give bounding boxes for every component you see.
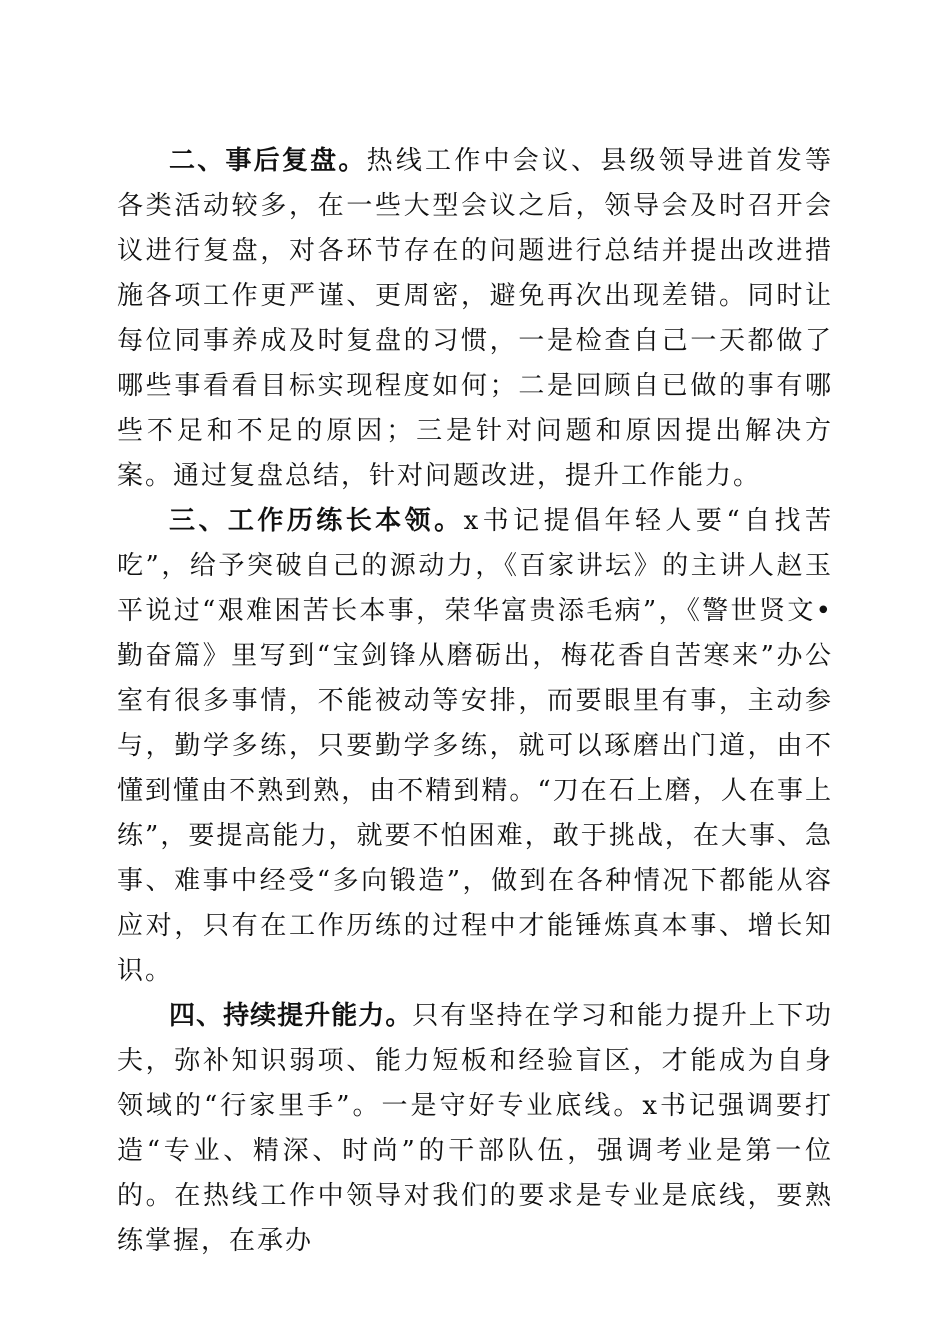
paragraph-practice (117, 499, 833, 994)
document-body (117, 139, 833, 1264)
paragraph-review (117, 139, 833, 499)
paragraph-text: x书记提倡年轻人要“自找苦吃”，给予突破自己的源动力，《百家讲坛》的主讲人赵玉平说过“艰难困苦长本事，荣华富贵添毛病”，《警世贤文•勤奋篇》里写到“宝剑锋从磨砺出，梅花香自苦寒来”办公室有很多事情，不能被动等安排，而要眼里有事，主动参与，勤学多练，只要勤学多练，就可以琢磨出门道，由不懂到懂由不熟到熟，由不精到精。“刀在石上磨，人在事上练”，要提高能力，就要不怕困难，敢于挑战，在大事、急事、难事中经受“多向锻造”，做到在各种情况下都能从容应对，只有在工作历练的过程中才能锤炼真本事、增长知识。 (117, 506, 833, 986)
paragraph-heading: 二、事后复盘。 (169, 146, 367, 176)
paragraph-heading: 三、工作历练长本领。 (169, 506, 464, 536)
paragraph-text: 热线工作中会议、县级领导进首发等各类活动较多，在一些大型会议之后，领导会及时召开会议进行复盘，对各环节存在的问题进行总结并提出改进措施各项工作更严谨、更周密，避免再次出现差错。同时让每位同事养成及时复盘的习惯，一是检查自己一天都做了哪些事看看目标实现程度如何；二是回顾自已做的事有哪些不足和不足的原因；三是针对问题和原因提出解决方案。通过复盘总结，针对问题改进，提升工作能力。 (117, 146, 833, 491)
paragraph-improve (117, 994, 833, 1264)
paragraph-text: 只有坚持在学习和能力提升上下功夫，弥补知识弱项、能力短板和经验盲区，才能成为自身领域的“行家里手”。一是守好专业底线。x书记强调要打造“专业、精深、时尚”的干部队伍，强调考业是第一位的。在热线工作中领导对我们的要求是专业是底线，要熟练掌握，在承办 (117, 1001, 833, 1256)
paragraph-heading: 四、持续提升能力。 (169, 1001, 413, 1031)
